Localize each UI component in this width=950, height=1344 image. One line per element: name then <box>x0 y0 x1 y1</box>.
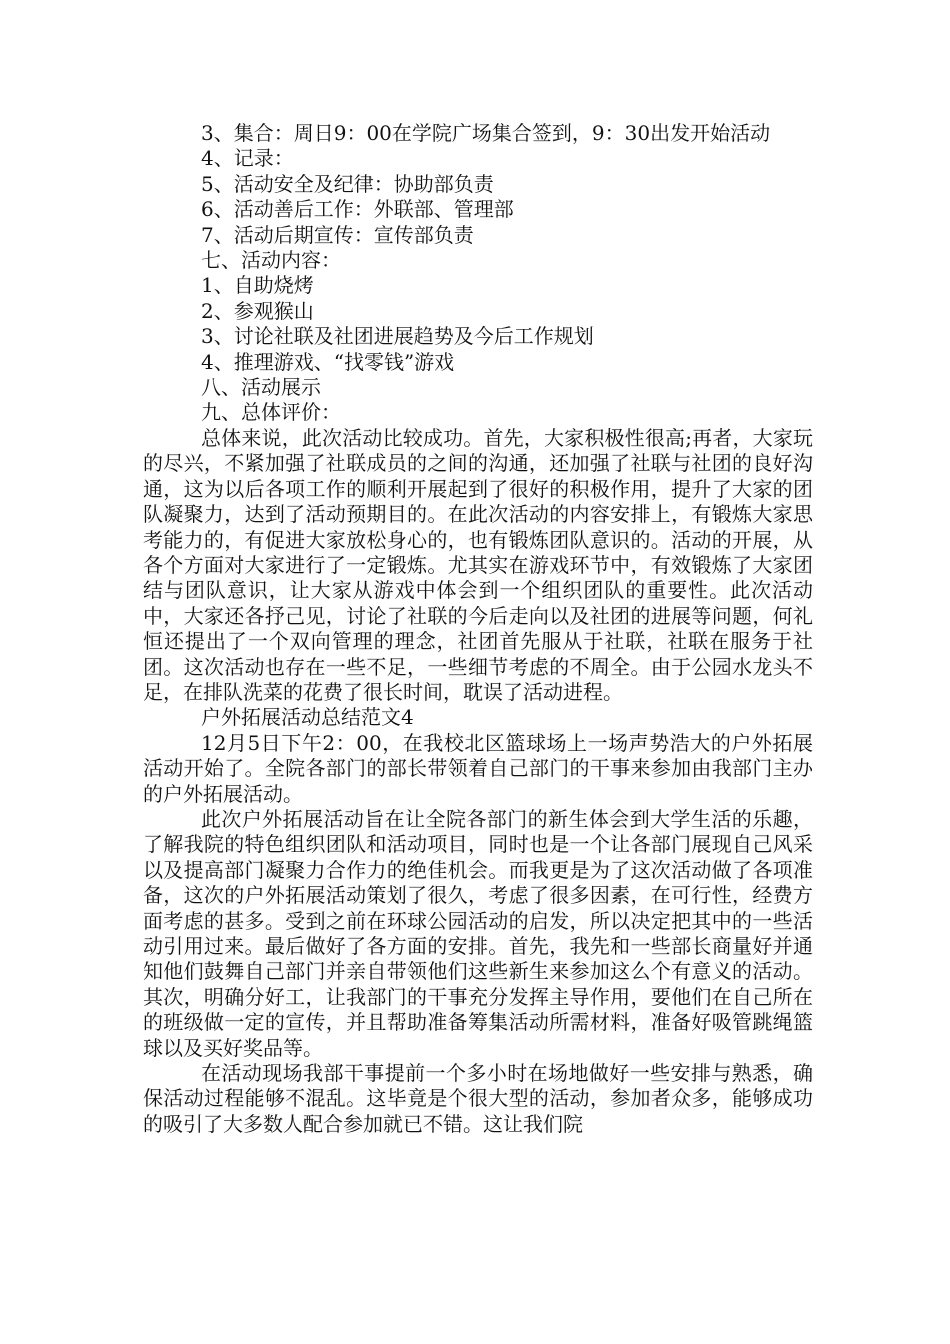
section-heading-display: 八、活动展示 <box>201 375 321 400</box>
paragraph-publicity: 7、活动后期宣传：宣传部负责 <box>201 222 474 247</box>
list-item-games: 4、推理游戏、“找零钱”游戏 <box>201 349 455 374</box>
section-heading-evaluation: 九、总体评价： <box>201 400 341 425</box>
paragraph-assembly: 3、集合：周日9：00在学院广场集合签到，9：30出发开始活动 <box>201 121 771 145</box>
list-item-monkey-hill: 2、参观猴山 <box>201 298 314 323</box>
list-item-discussion: 3、讨论社联及社团进展趋势及今后工作规划 <box>201 324 594 349</box>
paragraph-purpose: 此次户外拓展活动旨在让全院各部门的新生体会到大学生活的乐趣，了解我院的特色组织团队和活动项目，同时也是一个让各部门展现自己风采以及提高部门凝聚力合作力的绝佳机会。而我更是为了这次活动做了各项准备，这次的户外拓展活动策划了很久，考虑了很多因素，在可行性，经费方面考虑的甚多。受到之前在环球公园活动的启发，所以决定把其中的一些活动引用过来。最后做好了各方面的安排。首先，我先和一些部长商量好并通知他们鼓舞自己部门并亲自带领他们这些新生来参加这么个有意义的活动。其次，明确分好工，让我部门的干事充分发挥主导作用，要他们在自己所在的班级做一定的宣传，并且帮助准备筹集活动所需材料，准备好吸管跳绳篮球以及买好奖品等。 <box>143 806 813 1060</box>
paragraph-intro: 12月5日下午2：00，在我校北区篮球场上一场声势浩大的户外拓展活动开始了。全院各部门的部长带领着自己部门的干事来参加由我部门主办的户外拓展活动。 <box>143 730 813 806</box>
paragraph-safety: 5、活动安全及纪律：协助部负责 <box>201 171 494 196</box>
document-body <box>143 121 813 1137</box>
paragraph-aftermath: 6、活动善后工作：外联部、管理部 <box>201 197 514 222</box>
paragraph-evaluation: 总体来说，此次活动比较成功。首先，大家积极性很高;再者，大家玩的尽兴，不紧加强了社联成员的之间的沟通，还加强了社联与社团的良好沟通，这为以后各项工作的顺利开展起到了很好的积极作用，提升了大家的团队凝聚力，达到了活动预期目的。在此次活动的内容安排上，有锻炼大家思考能力的，有促进大家放松身心的，也有锻炼团队意识的。活动的开展，从各个方面对大家进行了一定锻炼。尤其实在游戏环节中，有效锻炼了大家团结与团队意识，让大家从游戏中体会到一个组织团队的重要性。此次活动中，大家还各抒己见，讨论了社联的今后走向以及社团的进展等问题，何礼恒还提出了一个双向管理的理念，社团首先服从于社联，社联在服务于社团。这次活动也存在一些不足，一些细节考虑的不周全。由于公园水龙头不足，在排队洗菜的花费了很长时间，耽误了活动进程。 <box>143 425 813 704</box>
list-item-bbq: 1、自助烧烤 <box>201 273 314 298</box>
paragraph-onsite: 在活动现场我部干事提前一个多小时在场地做好一些安排与熟悉，确保活动过程能够不混乱。这毕竟是个很大型的活动，参加者众多，能够成功的吸引了大多数人配合参加就已不错。这让我们院 <box>143 1061 813 1136</box>
paragraph-record: 4、记录： <box>201 146 294 171</box>
article-title: 户外拓展活动总结范文4 <box>201 705 414 730</box>
section-heading-content: 七、活动内容： <box>201 248 341 273</box>
